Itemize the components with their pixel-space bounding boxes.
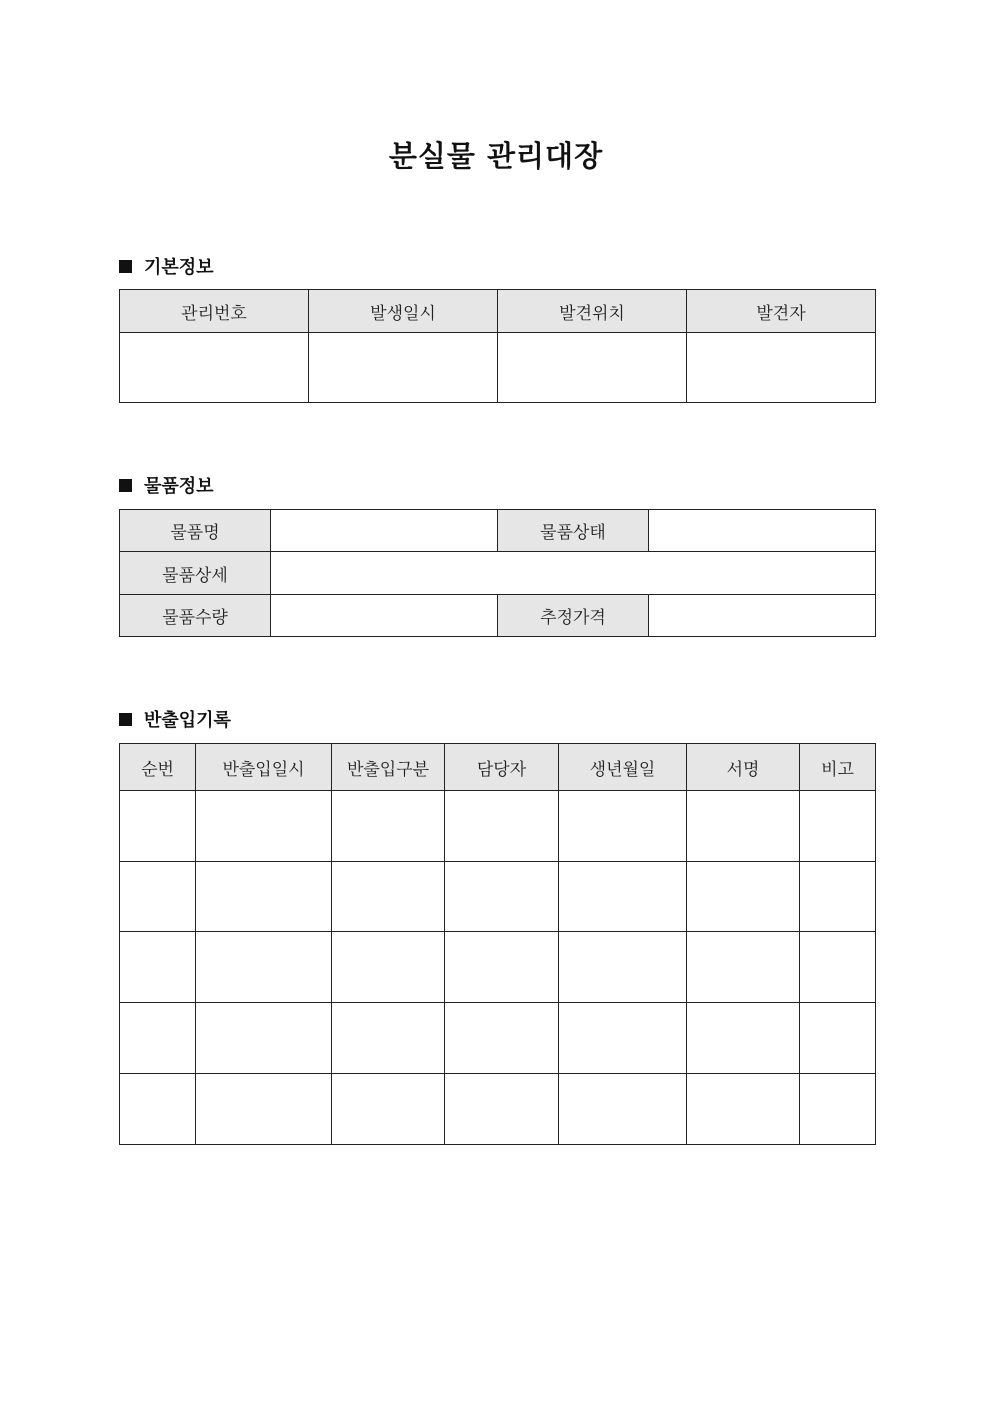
label-item-detail: 물품상세	[120, 552, 271, 595]
cell-in-out-datetime[interactable]	[196, 791, 332, 862]
label-item-quantity: 물품수량	[120, 595, 271, 637]
field-item-detail[interactable]	[271, 552, 876, 595]
cell-person-in-charge[interactable]	[445, 932, 559, 1003]
label-item-status: 물품상태	[498, 510, 649, 552]
cell-birth-date[interactable]	[559, 1003, 687, 1074]
cell-found-location[interactable]	[498, 333, 687, 403]
cell-remarks[interactable]	[800, 1003, 876, 1074]
cell-birth-date[interactable]	[559, 791, 687, 862]
table-row	[120, 932, 876, 1003]
cell-remarks[interactable]	[800, 1074, 876, 1145]
field-item-status[interactable]	[649, 510, 876, 552]
cell-in-out-datetime[interactable]	[196, 1074, 332, 1145]
section-heading-label: 물품정보	[144, 476, 214, 497]
label-item-name: 물품명	[120, 510, 271, 552]
cell-signature[interactable]	[687, 932, 800, 1003]
table-row	[120, 1003, 876, 1074]
cell-remarks[interactable]	[800, 862, 876, 932]
in-out-log-table	[119, 743, 876, 1145]
cell-sequence[interactable]	[120, 791, 196, 862]
cell-signature[interactable]	[687, 862, 800, 932]
cell-signature[interactable]	[687, 791, 800, 862]
cell-sequence[interactable]	[120, 1074, 196, 1145]
cell-sequence[interactable]	[120, 932, 196, 1003]
header-occurrence-datetime: 발생일시	[309, 290, 498, 333]
page-title: 분실물 관리대장	[388, 139, 604, 173]
table-row	[120, 791, 876, 862]
section-heading-log	[119, 706, 231, 732]
cell-finder[interactable]	[687, 333, 876, 403]
cell-signature[interactable]	[687, 1003, 800, 1074]
header-signature: 서명	[687, 744, 800, 791]
header-in-out-datetime: 반출입일시	[196, 744, 332, 791]
section-heading-label: 반출입기록	[144, 710, 231, 731]
table-row	[120, 1074, 876, 1145]
cell-birth-date[interactable]	[559, 862, 687, 932]
cell-person-in-charge[interactable]	[445, 862, 559, 932]
header-finder: 발견자	[687, 290, 876, 333]
header-remarks: 비고	[800, 744, 876, 791]
cell-in-out-datetime[interactable]	[196, 862, 332, 932]
header-person-in-charge: 담당자	[445, 744, 559, 791]
header-sequence: 순번	[120, 744, 196, 791]
cell-in-out-type[interactable]	[332, 932, 445, 1003]
field-item-name[interactable]	[271, 510, 498, 552]
basic-info-table	[119, 289, 876, 403]
cell-in-out-type[interactable]	[332, 1074, 445, 1145]
square-bullet-icon	[119, 713, 132, 726]
square-bullet-icon	[119, 260, 132, 273]
section-heading-item	[119, 472, 214, 498]
cell-person-in-charge[interactable]	[445, 1074, 559, 1145]
cell-occurrence-datetime[interactable]	[309, 333, 498, 403]
header-management-number: 관리번호	[120, 290, 309, 333]
cell-remarks[interactable]	[800, 932, 876, 1003]
cell-signature[interactable]	[687, 1074, 800, 1145]
field-estimated-price[interactable]	[649, 595, 876, 637]
cell-in-out-type[interactable]	[332, 791, 445, 862]
header-found-location: 발견위치	[498, 290, 687, 333]
cell-in-out-datetime[interactable]	[196, 932, 332, 1003]
section-heading-label: 기본정보	[144, 257, 214, 278]
item-info-table	[119, 509, 876, 637]
cell-person-in-charge[interactable]	[445, 791, 559, 862]
cell-management-number[interactable]	[120, 333, 309, 403]
cell-remarks[interactable]	[800, 791, 876, 862]
cell-sequence[interactable]	[120, 1003, 196, 1074]
cell-person-in-charge[interactable]	[445, 1003, 559, 1074]
cell-in-out-type[interactable]	[332, 1003, 445, 1074]
cell-in-out-type[interactable]	[332, 862, 445, 932]
cell-in-out-datetime[interactable]	[196, 1003, 332, 1074]
cell-sequence[interactable]	[120, 862, 196, 932]
cell-birth-date[interactable]	[559, 932, 687, 1003]
section-heading-basic	[119, 253, 214, 279]
table-row	[120, 862, 876, 932]
field-item-quantity[interactable]	[271, 595, 498, 637]
header-in-out-type: 반출입구분	[332, 744, 445, 791]
cell-birth-date[interactable]	[559, 1074, 687, 1145]
header-birth-date: 생년월일	[559, 744, 687, 791]
label-estimated-price: 추정가격	[498, 595, 649, 637]
square-bullet-icon	[119, 479, 132, 492]
